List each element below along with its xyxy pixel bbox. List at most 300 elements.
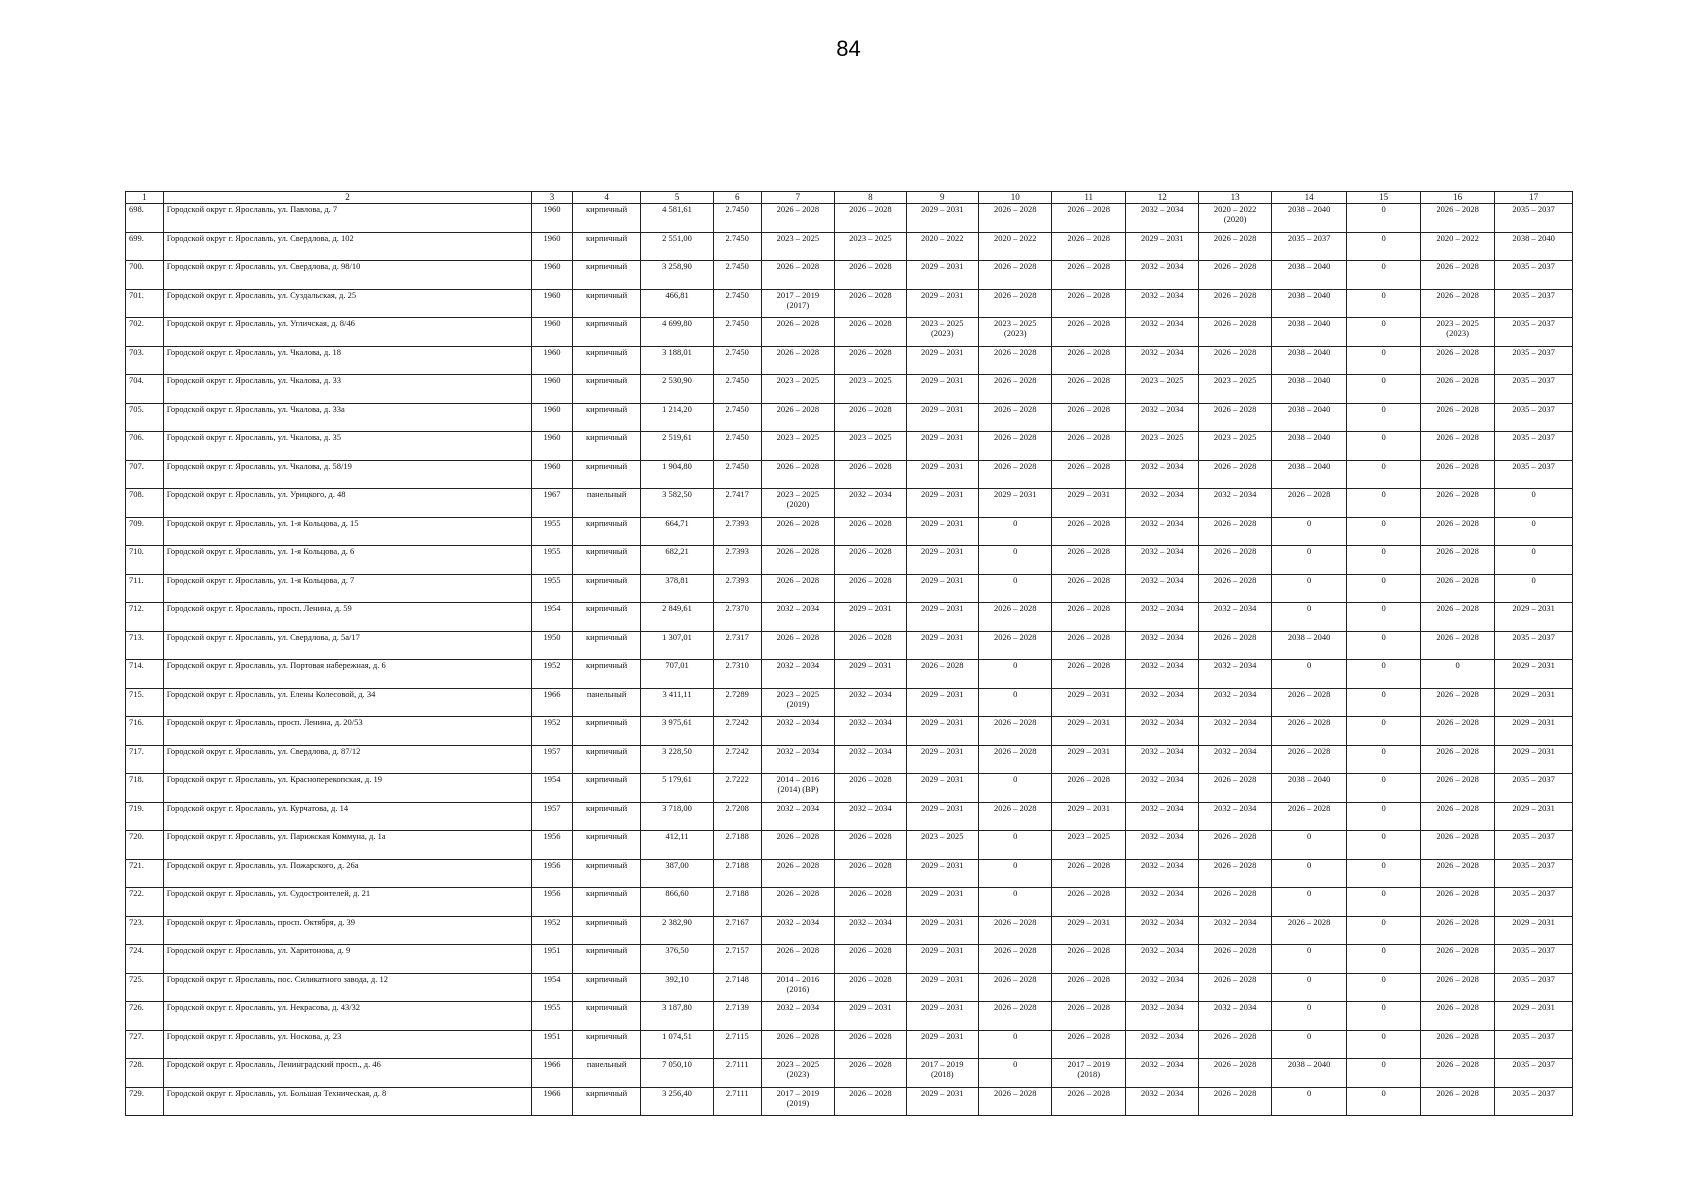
- row-number-cell: 704.: [126, 375, 164, 404]
- period-value: 2026 – 2028: [849, 1059, 892, 1069]
- period-cell-col-11: [1052, 859, 1125, 888]
- period-value: 2023 – 2025: [776, 688, 820, 699]
- area-cell: 3 228,50: [641, 745, 713, 774]
- period-value: 0: [1381, 346, 1386, 357]
- period-cell-col-7: [761, 1087, 834, 1116]
- period-value: 2032 – 2034: [1213, 688, 1257, 699]
- wall-material-cell: кирпичный: [572, 660, 640, 689]
- column-header-7: 7: [761, 192, 834, 204]
- period-cell-col-16: [1420, 460, 1494, 489]
- period-cell-col-8: [835, 318, 906, 347]
- table-body: [126, 204, 1573, 1116]
- period-cell-col-15: [1347, 688, 1420, 717]
- area-cell: 392,10: [641, 973, 713, 1002]
- period-value: 2029 – 2031: [1512, 688, 1555, 699]
- period-cell-col-10: [979, 1087, 1052, 1116]
- period-cell-col-13: [1199, 517, 1271, 546]
- period-cell-col-15: [1347, 517, 1420, 546]
- period-cell-col-10: [979, 261, 1052, 290]
- period-cell-col-7: [761, 802, 834, 831]
- address-cell: Городской округ г. Ярославль, ул. Елены Колесовой, д. 34: [163, 688, 531, 717]
- column-header-14: 14: [1271, 192, 1347, 204]
- period-cell-col-7: [761, 489, 834, 518]
- period-value: 2032 – 2034: [1140, 204, 1184, 214]
- coefficient-cell: 2.7208: [713, 802, 761, 831]
- period-cell-col-8: [835, 261, 906, 290]
- year-cell: 1952: [532, 660, 573, 689]
- period-value: 0: [1381, 204, 1386, 214]
- period-value: 2026 – 2028: [1287, 688, 1331, 699]
- period-cell-col-14: [1271, 346, 1347, 375]
- period-value: 2026 – 2028: [1287, 489, 1331, 499]
- row-number-cell: 709.: [126, 517, 164, 546]
- row-number-cell: 701.: [126, 289, 164, 318]
- area-cell: 3 187,80: [641, 1002, 713, 1031]
- table-row: [126, 204, 1573, 233]
- period-cell-col-8: [835, 574, 906, 603]
- wall-material-cell: кирпичный: [572, 1002, 640, 1031]
- period-cell-col-8: [835, 1087, 906, 1116]
- address-cell: Городской округ г. Ярославль, просп. Ленина, д. 59: [163, 603, 531, 632]
- period-cell-col-8: [835, 916, 906, 945]
- period-cell-col-11: [1052, 574, 1125, 603]
- column-header-13: 13: [1199, 192, 1271, 204]
- period-value: 2032 – 2034: [1140, 261, 1184, 271]
- period-value: 0: [1381, 289, 1386, 300]
- period-cell-col-13: [1199, 346, 1271, 375]
- period-value: 2035 – 2037: [1287, 232, 1331, 243]
- row-number-cell: 710.: [126, 546, 164, 575]
- period-cell-col-16: [1420, 802, 1494, 831]
- period-cell-col-7: [761, 774, 834, 803]
- period-cell-col-9: [906, 289, 978, 318]
- period-cell-col-10: [979, 289, 1052, 318]
- period-cell-col-12: [1125, 888, 1198, 917]
- period-cell-col-14: [1271, 688, 1347, 717]
- period-cell-col-7: [761, 318, 834, 347]
- period-cell-col-15: [1347, 660, 1420, 689]
- coefficient-cell: 2.7450: [713, 346, 761, 375]
- period-cell-col-11: [1052, 232, 1125, 261]
- period-value: 2026 – 2028: [1213, 631, 1257, 642]
- period-cell-col-9: [906, 774, 978, 803]
- row-number-cell: 725.: [126, 973, 164, 1002]
- area-cell: 664,71: [641, 517, 713, 546]
- period-cell-col-15: [1347, 346, 1420, 375]
- address-cell: Городской округ г. Ярославль, ул. Пожарского, д. 26а: [163, 859, 531, 888]
- period-value: 0: [1381, 403, 1386, 414]
- year-cell: 1960: [532, 375, 573, 404]
- period-value: 2032 – 2034: [849, 745, 892, 756]
- period-value: 2026 – 2028: [1436, 261, 1479, 271]
- period-cell-col-8: [835, 517, 906, 546]
- buildings-table: [125, 191, 1573, 1116]
- table-row: [126, 1087, 1573, 1116]
- area-cell: 2 530,90: [641, 375, 713, 404]
- period-cell-col-13: [1199, 916, 1271, 945]
- wall-material-cell: кирпичный: [572, 945, 640, 974]
- period-value: 2023 – 2025: [849, 432, 892, 442]
- period-value: 2026 – 2028: [849, 574, 892, 585]
- row-number-cell: 724.: [126, 945, 164, 974]
- area-cell: 387,00: [641, 859, 713, 888]
- period-value: 2026 – 2028: [1436, 432, 1479, 442]
- table-row: [126, 574, 1573, 603]
- period-cell-col-16: [1420, 831, 1494, 860]
- period-value: 2032 – 2034: [1140, 717, 1184, 727]
- period-cell-col-8: [835, 204, 906, 233]
- period-value: 2026 – 2028: [1436, 204, 1479, 214]
- period-value: 0: [1381, 261, 1386, 271]
- period-cell-col-12: [1125, 546, 1198, 575]
- period-cell-col-8: [835, 375, 906, 404]
- period-cell-col-17: [1495, 660, 1573, 689]
- period-value: 2032 – 2034: [776, 916, 820, 927]
- period-value: 2029 – 2031: [921, 1087, 964, 1098]
- area-cell: 3 188,01: [641, 346, 713, 375]
- period-cell-col-17: [1495, 204, 1573, 233]
- column-header-2: 2: [163, 192, 531, 204]
- period-value: 2032 – 2034: [1140, 831, 1184, 841]
- period-value: 2026 – 2028: [1213, 945, 1257, 955]
- coefficient-cell: 2.7450: [713, 261, 761, 290]
- period-value: 2032 – 2034: [1140, 660, 1184, 670]
- period-value: 2029 – 2031: [921, 688, 964, 699]
- period-value: 2014 – 2016: [776, 774, 820, 784]
- year-cell: 1950: [532, 631, 573, 660]
- period-cell-col-9: [906, 403, 978, 432]
- period-cell-col-11: [1052, 688, 1125, 717]
- wall-material-cell: кирпичный: [572, 574, 640, 603]
- period-value: 0: [1013, 831, 1018, 841]
- period-cell-col-14: [1271, 859, 1347, 888]
- coefficient-cell: 2.7289: [713, 688, 761, 717]
- period-value: 2017 – 2019: [776, 289, 820, 300]
- period-cell-col-12: [1125, 232, 1198, 261]
- period-value: 2035 – 2037: [1512, 831, 1555, 841]
- period-value: 0: [1381, 375, 1386, 385]
- period-value: 2032 – 2034: [776, 802, 820, 813]
- period-value: 2026 – 2028: [1213, 888, 1257, 898]
- period-cell-col-8: [835, 802, 906, 831]
- period-cell-col-7: [761, 574, 834, 603]
- period-value: 0: [1381, 831, 1386, 841]
- period-cell-col-8: [835, 660, 906, 689]
- period-cell-col-12: [1125, 1087, 1198, 1116]
- period-cell-col-9: [906, 973, 978, 1002]
- period-value: 0: [1306, 574, 1312, 585]
- period-cell-col-7: [761, 1030, 834, 1059]
- period-value: 2026 – 2028: [1436, 346, 1479, 357]
- period-value: 0: [1381, 460, 1386, 471]
- period-cell-col-12: [1125, 574, 1198, 603]
- row-number-cell: 720.: [126, 831, 164, 860]
- period-value: 2026 – 2028: [1067, 204, 1110, 214]
- period-cell-col-14: [1271, 660, 1347, 689]
- period-value: 2026 – 2028: [1067, 318, 1110, 328]
- period-value: 2026 – 2028: [849, 631, 892, 642]
- period-cell-col-9: [906, 859, 978, 888]
- period-value: 2035 – 2037: [1512, 204, 1555, 214]
- area-cell: 2 519,61: [641, 432, 713, 461]
- period-value: 2026 – 2028: [994, 261, 1037, 271]
- period-value: 2038 – 2040: [1512, 232, 1555, 243]
- period-cell-col-11: [1052, 289, 1125, 318]
- period-value: 2029 – 2031: [1067, 688, 1110, 699]
- period-value: 2026 – 2028: [1213, 460, 1257, 471]
- address-cell: Городской округ г. Ярославль, ул. Чкалова, д. 58/19: [163, 460, 531, 489]
- column-header-8: 8: [835, 192, 906, 204]
- period-cell-col-7: [761, 346, 834, 375]
- period-value: 2026 – 2028: [1436, 489, 1479, 499]
- period-value: 2020 – 2022: [1436, 232, 1479, 243]
- period-value: 2026 – 2028: [994, 460, 1037, 471]
- period-cell-col-9: [906, 688, 978, 717]
- period-cell-col-14: [1271, 261, 1347, 290]
- period-value: 0: [1381, 717, 1386, 727]
- period-value: 2026 – 2028: [994, 745, 1037, 756]
- period-cell-col-10: [979, 859, 1052, 888]
- period-cell-col-12: [1125, 660, 1198, 689]
- period-value: 2026 – 2028: [849, 403, 892, 414]
- period-value: 2026 – 2028: [994, 346, 1037, 357]
- year-cell: 1960: [532, 232, 573, 261]
- period-cell-col-9: [906, 574, 978, 603]
- year-cell: 1954: [532, 774, 573, 803]
- period-cell-col-13: [1199, 375, 1271, 404]
- period-cell-col-13: [1199, 403, 1271, 432]
- period-value: 2032 – 2034: [1213, 717, 1257, 727]
- period-cell-col-8: [835, 888, 906, 917]
- period-cell-col-9: [906, 546, 978, 575]
- period-value: 2017 – 2019: [921, 1059, 964, 1069]
- period-value: 2026 – 2028: [1213, 1087, 1257, 1098]
- period-cell-col-9: [906, 888, 978, 917]
- period-value: 2026 – 2028: [776, 945, 820, 955]
- period-cell-col-14: [1271, 1087, 1347, 1116]
- area-cell: 1 214,20: [641, 403, 713, 432]
- period-cell-col-14: [1271, 916, 1347, 945]
- period-cell-col-11: [1052, 432, 1125, 461]
- period-value: 2029 – 2031: [921, 489, 964, 499]
- period-cell-col-8: [835, 717, 906, 746]
- period-cell-col-7: [761, 261, 834, 290]
- period-value: 2032 – 2034: [776, 1002, 820, 1012]
- period-cell-col-8: [835, 603, 906, 632]
- period-cell-col-15: [1347, 261, 1420, 290]
- address-cell: Городской округ г. Ярославль, ул. Чкалова, д. 35: [163, 432, 531, 461]
- period-cell-col-13: [1199, 432, 1271, 461]
- period-value: 2026 – 2028: [776, 859, 820, 870]
- coefficient-cell: 2.7450: [713, 204, 761, 233]
- period-value: 2035 – 2037: [1512, 859, 1555, 870]
- period-cell-col-16: [1420, 574, 1494, 603]
- column-header-1: 1: [126, 192, 164, 204]
- wall-material-cell: кирпичный: [572, 774, 640, 803]
- year-cell: 1960: [532, 432, 573, 461]
- period-value: 0: [1013, 1059, 1018, 1069]
- period-value: 0: [1381, 318, 1386, 328]
- period-value: 2032 – 2034: [1140, 1087, 1184, 1098]
- period-cell-col-11: [1052, 1030, 1125, 1059]
- period-note: (2014) (ВР): [777, 784, 819, 794]
- table-row: [126, 346, 1573, 375]
- period-value: 0: [1013, 688, 1018, 699]
- period-cell-col-11: [1052, 945, 1125, 974]
- period-cell-col-14: [1271, 318, 1347, 347]
- period-value: 0: [1381, 546, 1386, 556]
- period-value: 0: [1381, 660, 1386, 670]
- period-value: 2032 – 2034: [849, 916, 892, 927]
- period-cell-col-8: [835, 831, 906, 860]
- period-value: 2026 – 2028: [776, 403, 820, 414]
- year-cell: 1960: [532, 403, 573, 432]
- period-value: 2038 – 2040: [1287, 432, 1331, 442]
- year-cell: 1952: [532, 916, 573, 945]
- year-cell: 1957: [532, 802, 573, 831]
- area-cell: 2 551,00: [641, 232, 713, 261]
- period-value: 2029 – 2031: [921, 859, 964, 870]
- period-value: 0: [1306, 888, 1312, 898]
- period-cell-col-11: [1052, 318, 1125, 347]
- period-cell-col-14: [1271, 802, 1347, 831]
- period-value: 2026 – 2028: [849, 460, 892, 471]
- area-cell: 3 718,00: [641, 802, 713, 831]
- period-value: 2017 – 2019: [1067, 1059, 1110, 1069]
- period-value: 2026 – 2028: [776, 460, 820, 471]
- period-value: 2032 – 2034: [1140, 774, 1184, 784]
- period-value: 0: [1013, 546, 1018, 556]
- period-cell-col-17: [1495, 859, 1573, 888]
- period-value: 2026 – 2028: [849, 346, 892, 357]
- period-value: 2026 – 2028: [1067, 603, 1110, 613]
- period-cell-col-13: [1199, 831, 1271, 860]
- period-value: 2032 – 2034: [1140, 888, 1184, 898]
- address-cell: Городской округ г. Ярославль, ул. Судостроителей, д. 21: [163, 888, 531, 917]
- coefficient-cell: 2.7370: [713, 603, 761, 632]
- period-cell-col-12: [1125, 204, 1198, 233]
- period-cell-col-12: [1125, 945, 1198, 974]
- period-cell-col-11: [1052, 973, 1125, 1002]
- period-value: 2026 – 2028: [1213, 318, 1257, 328]
- period-value: 2026 – 2028: [994, 403, 1037, 414]
- period-value: 2032 – 2034: [1140, 802, 1184, 813]
- year-cell: 1960: [532, 460, 573, 489]
- period-value: 2029 – 2031: [1067, 489, 1110, 499]
- period-value: 2029 – 2031: [921, 403, 964, 414]
- table-row: [126, 318, 1573, 347]
- wall-material-cell: кирпичный: [572, 346, 640, 375]
- period-value: 2029 – 2031: [1512, 717, 1555, 727]
- period-cell-col-13: [1199, 1087, 1271, 1116]
- period-value: 2035 – 2037: [1512, 346, 1555, 357]
- period-value: 2029 – 2031: [1512, 603, 1555, 613]
- period-cell-col-12: [1125, 802, 1198, 831]
- period-cell-col-10: [979, 1030, 1052, 1059]
- table-row: [126, 973, 1573, 1002]
- period-cell-col-13: [1199, 460, 1271, 489]
- period-cell-col-8: [835, 1030, 906, 1059]
- period-value: 2026 – 2028: [1436, 831, 1479, 841]
- period-value: 2026 – 2028: [994, 375, 1037, 385]
- period-value: 2026 – 2028: [1436, 745, 1479, 756]
- wall-material-cell: кирпичный: [572, 289, 640, 318]
- period-cell-col-8: [835, 859, 906, 888]
- period-value: 2032 – 2034: [849, 717, 892, 727]
- period-value: 2038 – 2040: [1287, 261, 1331, 271]
- period-cell-col-16: [1420, 973, 1494, 1002]
- period-value: 2014 – 2016: [776, 973, 820, 984]
- period-cell-col-8: [835, 945, 906, 974]
- area-cell: 4 699,80: [641, 318, 713, 347]
- period-cell-col-12: [1125, 403, 1198, 432]
- period-cell-col-8: [835, 1059, 906, 1088]
- period-cell-col-13: [1199, 204, 1271, 233]
- table-row: [126, 432, 1573, 461]
- period-cell-col-15: [1347, 289, 1420, 318]
- year-cell: 1954: [532, 973, 573, 1002]
- period-value: 2026 – 2028: [1436, 688, 1479, 699]
- coefficient-cell: 2.7167: [713, 916, 761, 945]
- period-value: 0: [1531, 574, 1536, 585]
- area-cell: 1 307,01: [641, 631, 713, 660]
- period-value: 2026 – 2028: [1067, 432, 1110, 442]
- period-value: 2020 – 2022: [921, 232, 964, 243]
- period-cell-col-9: [906, 631, 978, 660]
- period-cell-col-10: [979, 460, 1052, 489]
- period-value: 2026 – 2028: [994, 204, 1037, 214]
- column-header-6: 6: [713, 192, 761, 204]
- period-cell-col-14: [1271, 489, 1347, 518]
- table-row: [126, 1059, 1573, 1088]
- period-value: 2026 – 2028: [776, 517, 820, 528]
- period-cell-col-16: [1420, 660, 1494, 689]
- period-cell-col-15: [1347, 888, 1420, 917]
- period-value: 2026 – 2028: [1067, 859, 1110, 870]
- address-cell: Городской округ г. Ярославль, ул. Павлова, д. 7: [163, 204, 531, 233]
- area-cell: 3 975,61: [641, 717, 713, 746]
- period-value: 2038 – 2040: [1287, 318, 1331, 328]
- period-value: 0: [1306, 603, 1312, 613]
- period-value: 2032 – 2034: [1140, 574, 1184, 585]
- period-cell-col-16: [1420, 546, 1494, 575]
- period-value: 0: [1013, 660, 1018, 670]
- year-cell: 1955: [532, 546, 573, 575]
- period-value: 2032 – 2034: [1213, 802, 1257, 813]
- period-value: 2029 – 2031: [1067, 717, 1110, 727]
- address-cell: Городской округ г. Ярославль, ул. Красноперекопская, д. 19: [163, 774, 531, 803]
- address-cell: Городской округ г. Ярославль, ул. 1-я Кольцова, д. 15: [163, 517, 531, 546]
- period-value: 2026 – 2028: [1436, 460, 1479, 471]
- period-value: 2026 – 2028: [921, 660, 964, 670]
- wall-material-cell: кирпичный: [572, 546, 640, 575]
- year-cell: 1956: [532, 888, 573, 917]
- period-value: 0: [1381, 973, 1386, 984]
- period-value: 2032 – 2034: [1213, 916, 1257, 927]
- period-value: 2026 – 2028: [1213, 403, 1257, 414]
- period-cell-col-13: [1199, 717, 1271, 746]
- period-value: 2032 – 2034: [849, 489, 892, 499]
- address-cell: Городской округ г. Ярославль, ул. Большая Техническая, д. 8: [163, 1087, 531, 1116]
- wall-material-cell: кирпичный: [572, 631, 640, 660]
- period-cell-col-16: [1420, 745, 1494, 774]
- period-cell-col-16: [1420, 346, 1494, 375]
- wall-material-cell: кирпичный: [572, 1030, 640, 1059]
- period-cell-col-17: [1495, 489, 1573, 518]
- period-note: (2023): [1446, 328, 1469, 338]
- period-cell-col-17: [1495, 517, 1573, 546]
- period-cell-col-11: [1052, 888, 1125, 917]
